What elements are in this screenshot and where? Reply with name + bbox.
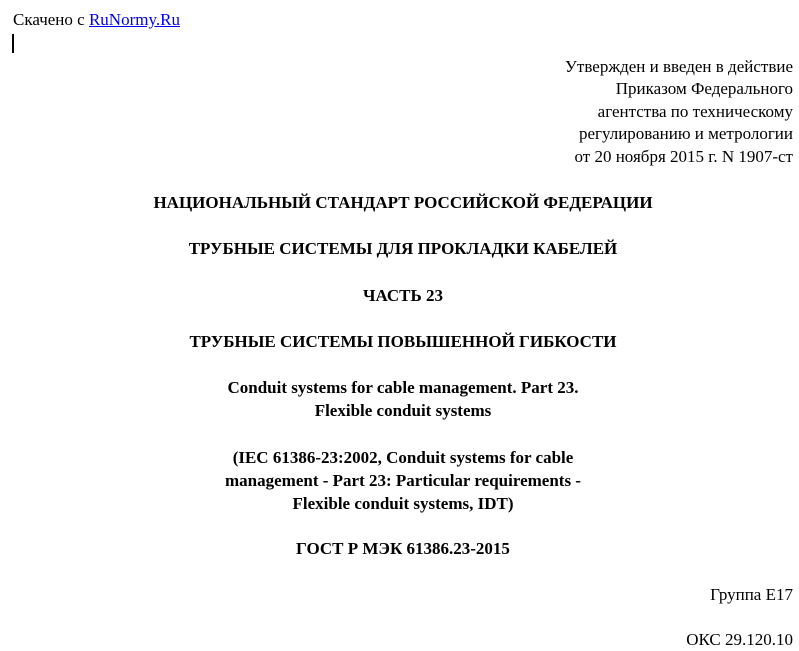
- iec-reference: [0, 446, 799, 515]
- part-number: ЧАСТЬ 23: [362, 286, 443, 305]
- classification-group: Группа Е17: [710, 585, 793, 604]
- document-title: ТРУБНЫЕ СИСТЕМЫ ДЛЯ ПРОКЛАДКИ КАБЕЛЕЙ: [188, 239, 618, 258]
- source-link[interactable]: RuNormy.Ru: [88, 10, 180, 29]
- oks-code: ОКС 29.120.10: [686, 630, 793, 649]
- approval-block: [393, 56, 793, 168]
- iec-reference-line: (IEC 61386-23:2002, Conduit systems for cable: [232, 448, 574, 467]
- approval-line: регулированию и метрологии: [578, 124, 793, 144]
- approval-line: агентства по техническому: [597, 101, 793, 121]
- national-standard-title: НАЦИОНАЛЬНЫЙ СТАНДАРТ РОССИЙСКОЙ ФЕДЕРАЦИИ: [153, 193, 653, 212]
- english-title: [0, 376, 799, 422]
- english-title-line: Flexible conduit systems: [314, 401, 492, 420]
- source-line: [13, 9, 180, 31]
- approval-line: Приказом Федерального: [615, 79, 793, 99]
- gost-code: ГОСТ Р МЭК 61386.23-2015: [296, 539, 510, 558]
- source-prefix: Скачено с: [13, 10, 89, 29]
- iec-reference-line: management - Part 23: Particular requirements -: [225, 471, 581, 490]
- document-subtitle: ТРУБНЫЕ СИСТЕМЫ ПОВЫШЕННОЙ ГИБКОСТИ: [189, 332, 617, 351]
- iec-reference-line: Flexible conduit systems, IDT): [292, 494, 514, 513]
- text-cursor: [12, 34, 14, 53]
- approval-line: Утвержден и введен в действие: [564, 57, 793, 76]
- approval-line: от 20 ноября 2015 г. N 1907-ст: [574, 146, 793, 166]
- english-title-line: Conduit systems for cable management. Part 23.: [227, 378, 579, 397]
